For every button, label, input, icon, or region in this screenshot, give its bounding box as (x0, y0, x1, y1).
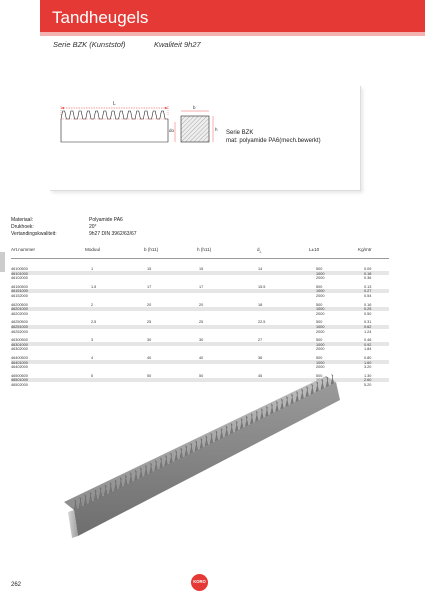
table-cell-d: 18 (258, 302, 263, 307)
table-row-shade (11, 307, 389, 311)
table-cell-art: 46250500 (11, 320, 28, 325)
table-cell-h: 17 (199, 284, 204, 289)
table-cell-art: 46400500 (11, 356, 28, 360)
header-stripe (40, 32, 425, 36)
table-cell-d: 22.5 (258, 320, 266, 325)
page-title: Tandheugels (52, 8, 149, 27)
table-cell-art: 46202000 (11, 311, 28, 316)
table-cell-art: 46251000 (11, 325, 28, 329)
table-cell-length: 500 (316, 284, 323, 289)
table-cell-art: 46151000 (11, 289, 28, 294)
table-cell-length: 2000 (316, 294, 325, 298)
table-cell-h: 15 (199, 267, 204, 271)
table-cell-kg: 1.84 (364, 347, 372, 352)
table-cell-length: 500 (316, 338, 323, 343)
table-cell-length: 1000 (316, 289, 325, 294)
table-cell-kg: 0.80 (364, 356, 372, 360)
table-cell-b: 25 (147, 320, 152, 325)
table-cell-kg: 0.36 (364, 276, 372, 281)
table-cell-art: 46200500 (11, 302, 28, 307)
table-cell-length: 500 (316, 320, 323, 325)
koro-logo (191, 574, 208, 591)
series-subtitle: Serie BZK (Kunststof) (53, 40, 126, 49)
table-cell-b: 30 (147, 338, 152, 343)
table-cell-art: 46201000 (11, 307, 28, 312)
table-cell-length: 500 (316, 356, 323, 360)
quality-value: 9h27 DIN 3962/63/67 (89, 231, 137, 237)
table-cell-length: 1000 (316, 307, 325, 312)
col-header-b: b (h11) (144, 247, 159, 252)
table-cell-art: 46500500 (11, 373, 28, 378)
table-cell-kg: 0.09 (364, 267, 372, 271)
table-cell-art: 46300500 (11, 338, 28, 343)
table-cell-art: 46402000 (11, 365, 28, 370)
col-header-l: L±10 (309, 247, 320, 252)
table-cell-length: 1000 (316, 325, 325, 329)
table-cell-d: 15.5 (258, 284, 266, 289)
table-cell-d: 14 (258, 267, 263, 271)
table-cell-length: 2000 (316, 329, 325, 334)
table-cell-h: 25 (199, 320, 204, 325)
col-header-h: h (h11) (197, 247, 212, 252)
table-cell-art: 46100500 (11, 267, 28, 271)
table-cell-kg: 0.13 (364, 284, 372, 289)
table-cell-module: 4 (91, 356, 94, 360)
table-cell-kg: 1.24 (364, 329, 372, 334)
dim-h-label: h (215, 127, 218, 132)
table-cell-art: 46401000 (11, 360, 28, 365)
table-cell-h: 40 (199, 356, 204, 360)
table-cell-kg: 1.30 (364, 373, 372, 378)
page-number: 262 (11, 582, 22, 588)
table-cell-d: 45 (258, 373, 263, 378)
col-header-art: Art.nummer (11, 247, 35, 252)
rack-illustration (50, 370, 360, 546)
table-cell-length: 1000 (316, 271, 325, 276)
table-cell-module: 5 (91, 373, 94, 378)
table-cell-kg: 0.50 (364, 311, 372, 316)
table-cell-art: 46301000 (11, 342, 28, 347)
table-cell-h: 50 (199, 373, 204, 378)
quality-label: Vertandingskwaliteit: (11, 231, 57, 237)
angle-value: 20° (89, 224, 97, 230)
table-cell-art: 46152000 (11, 294, 28, 298)
table-cell-length: 1000 (316, 360, 325, 365)
drawing-caption-line2: mat: polyamide PA6(mech.bewerkt) (226, 138, 321, 144)
table-cell-b: 20 (147, 302, 152, 307)
material-label: Materiaal: (11, 217, 33, 223)
material-value: Polyamide PA6 (89, 217, 123, 223)
table-cell-module: 2.5 (91, 320, 97, 325)
table-cell-b: 15 (147, 267, 152, 271)
angle-label: Drukhoek: (11, 224, 34, 230)
rack-side-profile (61, 111, 168, 142)
table-cell-kg: 0.62 (364, 325, 372, 329)
table-cell-h: 30 (199, 338, 204, 343)
table-cell-art: 46501000 (11, 378, 28, 383)
table-cell-art: 46502000 (11, 383, 28, 387)
table-cell-module: 2 (91, 302, 94, 307)
drawing-caption (226, 129, 321, 145)
drawing-caption-line1: Serie BZK (226, 130, 254, 136)
table-cell-b: 17 (147, 284, 152, 289)
table-cell-kg: 0.31 (364, 320, 372, 325)
dim-b-label: b (193, 105, 196, 110)
table-cell-kg: 0.16 (364, 302, 372, 307)
table-cell-length: 2000 (316, 276, 325, 281)
table-cell-art: 46102000 (11, 276, 28, 281)
table-cell-kg: 0.25 (364, 307, 372, 312)
side-tab-marker (0, 252, 5, 272)
table-cell-art: 46150500 (11, 284, 28, 289)
table-cell-length: 2000 (316, 347, 325, 352)
table-row-shade (11, 271, 389, 275)
table-row-shade (11, 342, 389, 346)
col-header-d: $d_o$ (257, 247, 262, 254)
table-cell-d: 27 (258, 338, 263, 343)
dim-do-label: do (169, 128, 175, 133)
table-cell-kg: 0.54 (364, 294, 372, 298)
table-cell-kg: 0.92 (364, 342, 372, 347)
quality-subtitle: Kwaliteit 9h27 (154, 40, 201, 49)
table-cell-art: 46252000 (11, 329, 28, 334)
col-header-moduul: Moduul (85, 247, 101, 252)
table-cell-kg: 0.46 (364, 338, 372, 343)
table-cell-module: 1.5 (91, 284, 97, 289)
table-cell-length: 1000 (316, 342, 325, 347)
table-row-shade (11, 325, 389, 329)
table-cell-b: 50 (147, 373, 152, 378)
table-cell-kg: 1.60 (364, 360, 372, 365)
col-header-kg: Kg/mtr (358, 247, 372, 252)
table-cell-kg: 3.20 (364, 365, 372, 370)
table-cell-b: 40 (147, 356, 152, 360)
table-cell-art: 46302000 (11, 347, 28, 352)
table-cell-kg: 5.20 (364, 383, 372, 387)
table-cell-module: 3 (91, 338, 94, 343)
table-cell-length: 500 (316, 267, 323, 271)
table-header-rule (11, 258, 389, 259)
table-cell-module: 1 (91, 267, 94, 271)
table-cell-d: 36 (258, 356, 263, 360)
table-cell-h: 20 (199, 302, 204, 307)
table-row-shade (11, 289, 389, 293)
table-cell-art: 46101000 (11, 271, 28, 276)
table-cell-length: 500 (316, 373, 323, 378)
logo-text: KORO (193, 579, 206, 584)
table-cell-kg: 2.60 (364, 378, 372, 383)
table-cell-kg: 0.27 (364, 289, 372, 294)
dim-L-label: L (113, 101, 116, 107)
table-cell-kg: 0.18 (364, 271, 372, 276)
table-cell-length: 2000 (316, 365, 325, 370)
table-cell-length: 2000 (316, 311, 325, 316)
table-cell-length: 500 (316, 302, 323, 307)
table-row-shade (11, 360, 389, 364)
